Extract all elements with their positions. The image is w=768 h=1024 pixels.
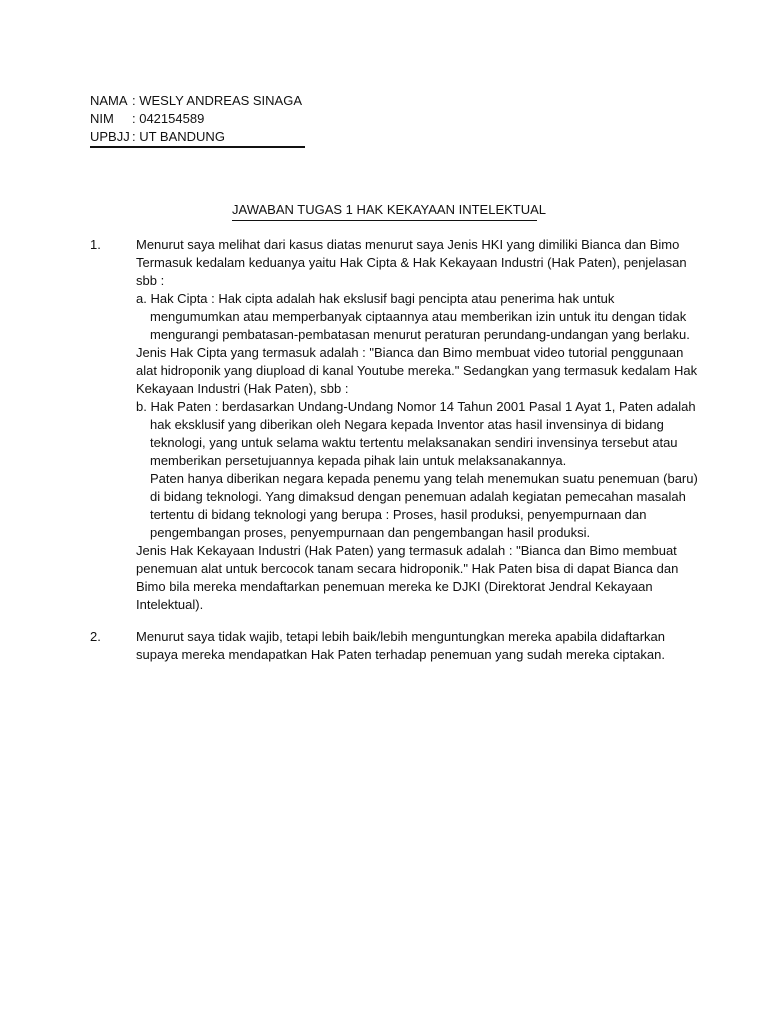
paragraph-line: alat hidroponik yang diupload di kanal Youtube mereka." Sedangkan yang termasuk kedalam Hak xyxy=(136,363,698,378)
paragraph-line: Intelektual). xyxy=(136,597,204,612)
paragraph-line: pengembangan proses, penyempurnaan dan pengembangan hasil produksi. xyxy=(150,525,591,540)
paragraph-line: penemuan alat untuk bercocok tanam secara hidroponik." Hak Paten bisa di dapat Bianca dan xyxy=(136,561,679,576)
list-item-b: b. Hak Paten : berdasarkan Undang-Undang Nomor 14 Tahun 2001 Pasal 1 Ayat 1, Paten adalah xyxy=(136,399,696,414)
answer-1-text xyxy=(136,236,698,614)
paragraph-line: Bimo bila mereka mendaftarkan penemuan mereka ke DJKI (Direktorat Jendral Kekayaan xyxy=(136,579,653,594)
info-value: : 042154589 xyxy=(132,111,205,126)
paragraph-line: sbb : xyxy=(136,273,165,288)
paragraph-line: memberikan persetujuannya kepada pihak lain untuk melaksanakannya. xyxy=(150,453,567,468)
info-value: : UT BANDUNG xyxy=(132,129,225,144)
paragraph-line: supaya mereka mendapatkan Hak Paten terhadap penemuan yang sudah mereka ciptakan. xyxy=(136,647,666,662)
paragraph-line: di bidang teknologi. Yang dimaksud dengan penemuan adalah kegiatan pemecahan masalah xyxy=(150,489,686,504)
paragraph-line: teknologi, yang untuk selama waktu tertentu melaksanakan sendiri invensinya tersebut atau xyxy=(150,435,678,450)
paragraph-line: tertentu di bidang teknologi yang berupa : Proses, hasil produksi, penyempurnaan dan xyxy=(150,507,647,522)
paragraph-line: mengurangi pembatasan-pembatasan menurut peraturan perundang-undangan yang berlaku. xyxy=(150,327,690,342)
info-row-nama xyxy=(90,92,305,110)
list-item-a: a. Hak Cipta : Hak cipta adalah hak ekslusif bagi pencipta atau penerima hak untuk xyxy=(136,291,615,306)
paragraph-line: hak eksklusif yang diberikan oleh Negara kepada Inventor atas hasil invensinya di bidang xyxy=(150,417,664,432)
info-label: UPBJJ xyxy=(90,129,130,144)
answer-2-text xyxy=(136,628,676,664)
info-row-upbjj xyxy=(90,128,305,148)
paragraph-line: Kekayaan Industri (Hak Paten), sbb : xyxy=(136,381,349,396)
info-label: NAMA xyxy=(90,93,128,108)
paragraph-line: mengumumkan atau memperbanyak ciptaannya atau memberikan izin untuk itu dengan tidak xyxy=(150,309,687,324)
document-title: JAWABAN TUGAS 1 HAK KEKAYAAN INTELEKTUAL xyxy=(232,201,537,221)
paragraph-line: Jenis Hak Cipta yang termasuk adalah : "Bianca dan Bimo membuat video tutorial penggunaan xyxy=(136,345,684,360)
answer-number: 2. xyxy=(90,629,101,644)
answer-number: 1. xyxy=(90,237,101,252)
info-value: : WESLY ANDREAS SINAGA xyxy=(132,93,303,108)
student-info xyxy=(90,92,305,148)
paragraph-line: Menurut saya tidak wajib, tetapi lebih baik/lebih menguntungkan mereka apabila didaftarkan xyxy=(136,629,665,644)
paragraph-line: Termasuk kedalam keduanya yaitu Hak Cipta & Hak Kekayaan Industri (Hak Paten), penjelasan xyxy=(136,255,687,270)
paragraph-line: Menurut saya melihat dari kasus diatas menurut saya Jenis HKI yang dimiliki Bianca dan Bimo xyxy=(136,237,680,252)
info-label: NIM xyxy=(90,111,114,126)
info-row-nim xyxy=(90,110,305,128)
paragraph-line: Paten hanya diberikan negara kepada penemu yang telah menemukan suatu penemuan (baru) xyxy=(150,471,698,486)
paragraph-line: Jenis Hak Kekayaan Industri (Hak Paten) yang termasuk adalah : "Bianca dan Bimo membuat xyxy=(136,543,677,558)
